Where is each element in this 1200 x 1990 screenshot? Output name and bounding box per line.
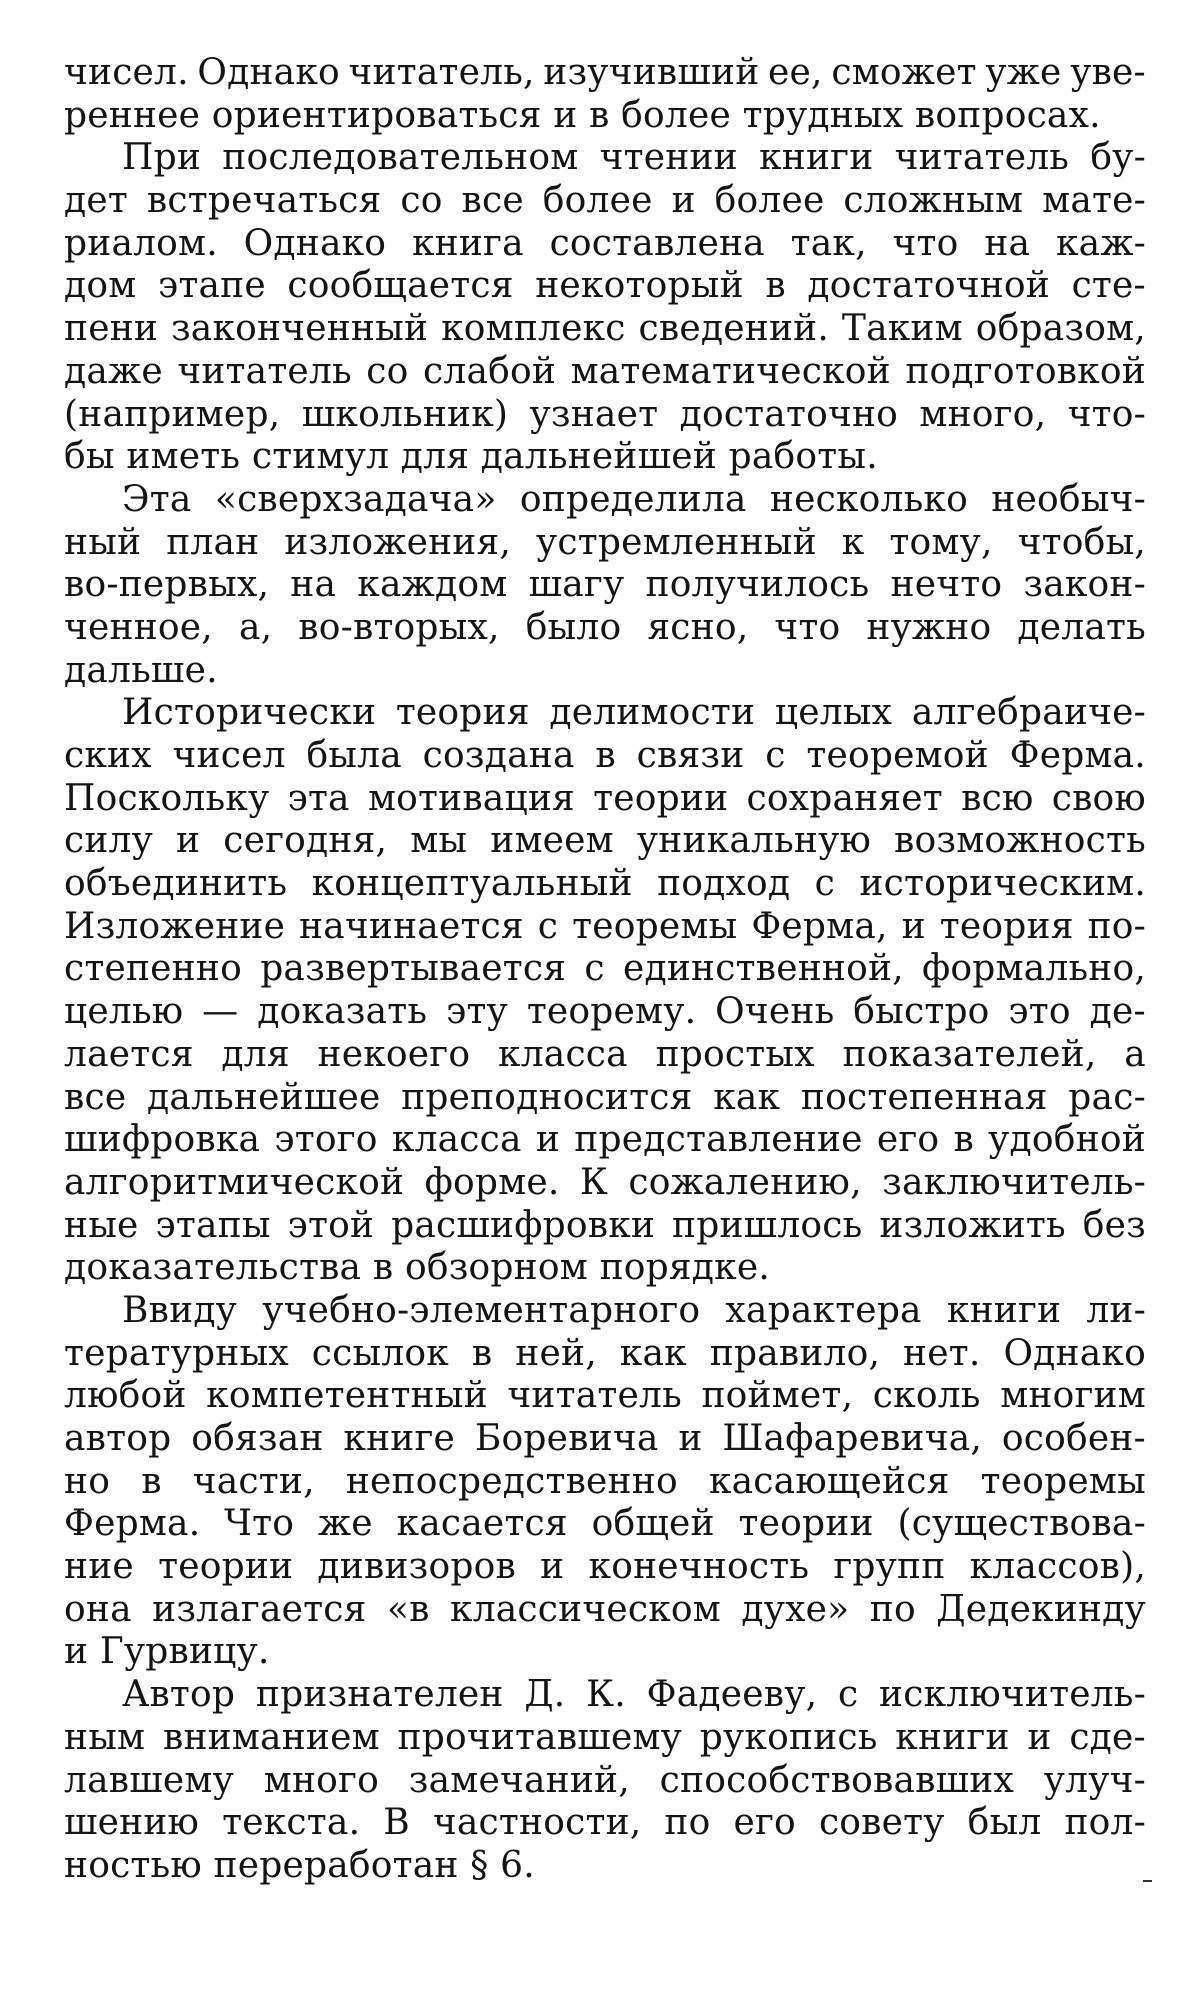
- text-line: При последовательном чтении книги читатель бу-: [122, 137, 1146, 179]
- text-line: автор обязан книге Боревича и Шафаревича, особен-: [64, 1418, 1146, 1459]
- text-line: доказательства в обзорном порядке.: [64, 1247, 771, 1289]
- text-line: тературных ссылок в ней, как правило, нет. Однако: [64, 1332, 1146, 1374]
- text-line: Автор признателен Д. К. Фадееву, с исключитель-: [122, 1674, 1146, 1716]
- book-page-text: [64, 52, 1146, 1888]
- paragraph: [64, 52, 1146, 137]
- text-line: ный план изложения, устремленный к тому, чтобы,: [64, 521, 1146, 563]
- text-line: Изложение начинается с теоремы Ферма, и теория по-: [64, 905, 1146, 947]
- text-line: ным вниманием прочитавшему рукопись книги и сде-: [64, 1716, 1146, 1758]
- text-line: Исторически теория делимости целых алгебраиче-: [122, 692, 1146, 734]
- text-line: Поскольку эта мотивация теории сохраняет всю свою: [64, 777, 1146, 819]
- text-line: объединить концептуальный подход с историческим.: [64, 863, 1146, 905]
- paragraph: [64, 1674, 1146, 1887]
- text-line: лавшему много замечаний, способствовавших улуч-: [64, 1759, 1146, 1801]
- text-line: ченное, а, во-вторых, было ясно, что нужно делать: [64, 606, 1146, 648]
- paragraph: [64, 479, 1146, 692]
- text-line: ностью переработан § 6.: [64, 1844, 535, 1886]
- text-line: Эта «сверхзадача» определила несколько необыч-: [122, 478, 1146, 520]
- text-line: лается для некоего класса простых показателей, а: [64, 1033, 1146, 1075]
- text-line: ских чисел была создана в связи с теоремой Ферма.: [64, 735, 1146, 776]
- text-line: риалом. Однако книга составлена так, что на каж-: [64, 222, 1146, 264]
- text-line: даже читатель со слабой математической подготовкой: [64, 350, 1146, 392]
- text-line: (например, школьник) узнает достаточно много, что-: [64, 393, 1146, 435]
- text-line: шению текста. В частности, по его совету был пол-: [64, 1802, 1146, 1844]
- text-line: целью — доказать эту теорему. Очень быстро это де-: [64, 991, 1146, 1033]
- text-line: ные этапы этой расшифровки пришлось изложить без: [64, 1204, 1146, 1246]
- text-line: Ферма. Что же касается общей теории (существова-: [64, 1503, 1146, 1545]
- text-line: дом этапе сообщается некоторый в достаточной сте-: [64, 265, 1146, 307]
- text-line: она излагается «в классическом духе» по Дедекинду: [64, 1588, 1146, 1630]
- text-line: пени законченный комплекс сведений. Таким образом,: [64, 308, 1146, 350]
- text-line: дальше.: [64, 649, 218, 691]
- text-line: во-первых, на каждом шагу получилось нечто закон-: [64, 564, 1146, 606]
- text-line: ние теории дивизоров и конечность групп классов),: [64, 1546, 1146, 1588]
- print-speck: [1143, 1880, 1152, 1882]
- paragraph: [64, 137, 1146, 479]
- text-line: все дальнейшее преподносится как постепенная рас-: [64, 1076, 1146, 1118]
- text-line: силу и сегодня, мы имеем уникальную возможность: [64, 820, 1146, 862]
- text-line: и Гурвицу.: [64, 1631, 270, 1673]
- text-line: бы иметь стимул для дальнейшей работы.: [64, 436, 878, 478]
- text-line: степенно развертывается с единственной, формально,: [64, 948, 1146, 990]
- paragraph: [64, 692, 1146, 1290]
- paragraph: [64, 1290, 1146, 1674]
- text-line: дет встречаться со все более и более сложным мате-: [64, 180, 1146, 222]
- text-line: алгоритмической форме. К сожалению, заключитель-: [64, 1161, 1146, 1203]
- text-line: чисел. Однако читатель, изучивший ее, сможет уже уве-: [64, 52, 1146, 93]
- text-line: Ввиду учебно-элементарного характера книги ли-: [122, 1289, 1146, 1331]
- text-line: реннее ориентироваться и в более трудных вопросах.: [64, 94, 1101, 136]
- text-line: шифровка этого класса и представление его в удобной: [64, 1119, 1146, 1161]
- text-line: но в части, непосредственно касающейся теоремы: [64, 1460, 1146, 1502]
- text-line: любой компетентный читатель поймет, сколь многим: [64, 1375, 1146, 1417]
